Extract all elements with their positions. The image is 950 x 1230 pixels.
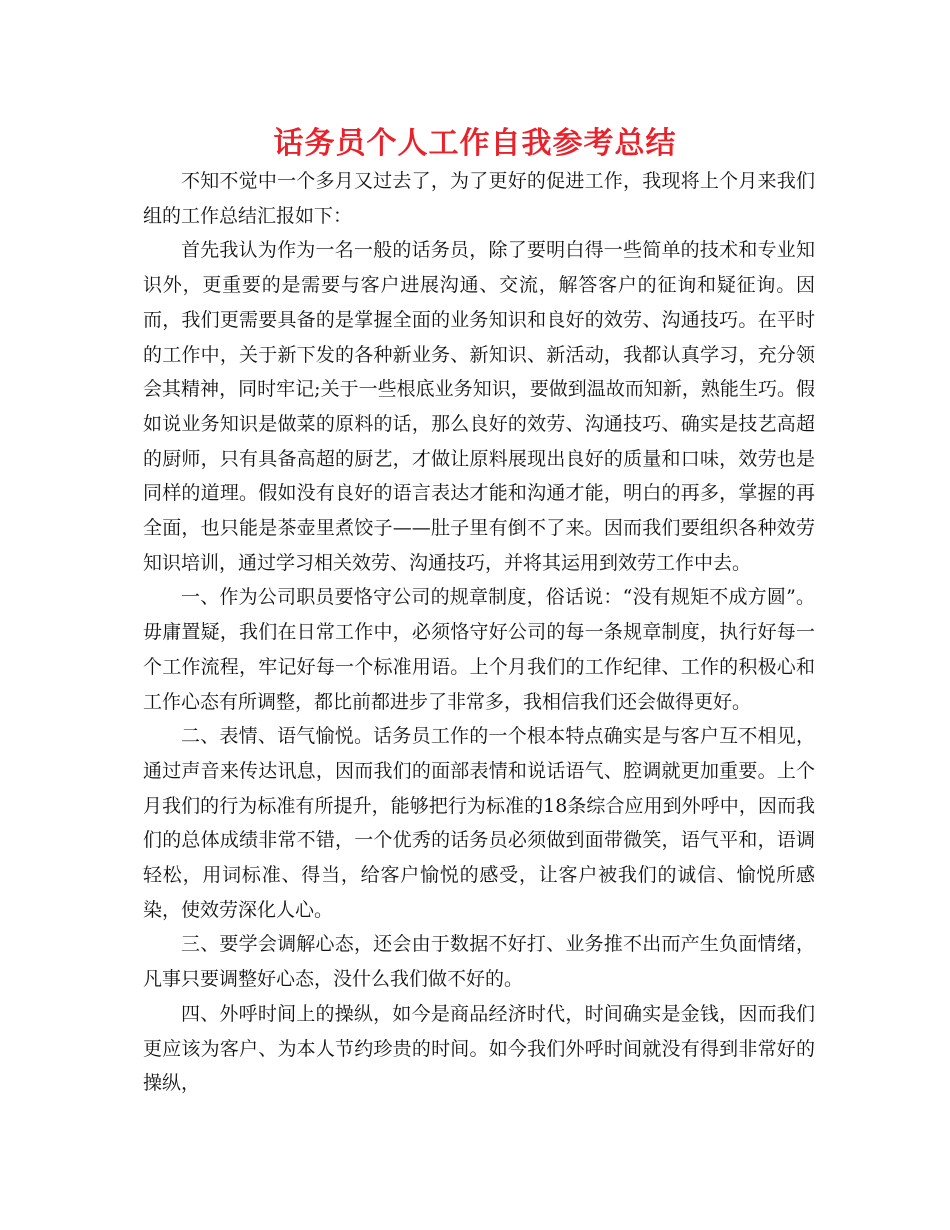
- document-body: [143, 164, 815, 1101]
- paragraph-point-one: 一、作为公司职员要恪守公司的规章制度，俗话说：“没有规矩不成方圆”。毋庸置疑，我们在日常工作中，必须恪守好公司的每一条规章制度，执行好每一个工作流程，牢记好每一个标准用语。上个月我们的工作纪律、工作的积极心和工作心态有所调整，都比前都进步了非常多，我相信我们还会做得更好。: [143, 586, 815, 713]
- paragraph-point-four: 四、外呼时间上的操纵，如今是商品经济时代，时间确实是金钱，因而我们更应该为客户、为本人节约珍贵的时间。如今我们外呼时间就没有得到非常好的操纵，: [143, 1002, 815, 1095]
- paragraph-intro: 不知不觉中一个多月又过去了，为了更好的促进工作，我现将上个月来我们组的工作总结汇报如下：: [143, 170, 815, 227]
- paragraph-point-three: 三、要学会调解心态，还会由于数据不好打、业务推不出而产生负面情绪，凡事只要调整好心态，没什么我们做不好的。: [143, 933, 815, 991]
- paragraph-point-two: 二、表情、语气愉悦。话务员工作的一个根本特点确实是与客户互不相见，通过声音来传达讯息，因而我们的面部表情和说话语气、腔调就更加重要。上个月我们的行为标准有所提升，能够把行为标准的18条综合应用到外呼中，因而我们的总体成绩非常不错，一个优秀的话务员必须做到面带微笑，语气平和，语调轻松，用词标准、得当，给客户愉悦的感受，让客户被我们的诚信、愉悦所感染，使效劳深化人心。: [143, 725, 815, 921]
- document-title: 话务员个人工作自我参考总结: [273, 126, 677, 161]
- paragraph-skills: 首先我认为作为一名一般的话务员，除了要明白得一些简单的技术和专业知识外，更重要的是需要与客户进展沟通、交流，解答客户的征询和疑征询。因而，我们更需要具备的是掌握全面的业务知识和良好的效劳、沟通技巧。在平时的工作中，关于新下发的各种新业务、新知识、新活动，我都认真学习，充分领会其精神，同时牢记;关于一些根底业务知识，要做到温故而知新，熟能生巧。假如说业务知识是做菜的原料的话，那么良好的效劳、沟通技巧、确实是技艺高超的厨师，只有具备高超的厨艺，才做让原料展现出良好的质量和口味，效劳也是同样的道理。假如没有良好的语言表达才能和沟通才能，明白的再多，掌握的再全面，也只能是茶壶里煮饺子——肚子里有倒不了来。因而我们要组织各种效劳知识培训，通过学习相关效劳、沟通技巧，并将其运用到效劳工作中去。: [143, 239, 815, 574]
